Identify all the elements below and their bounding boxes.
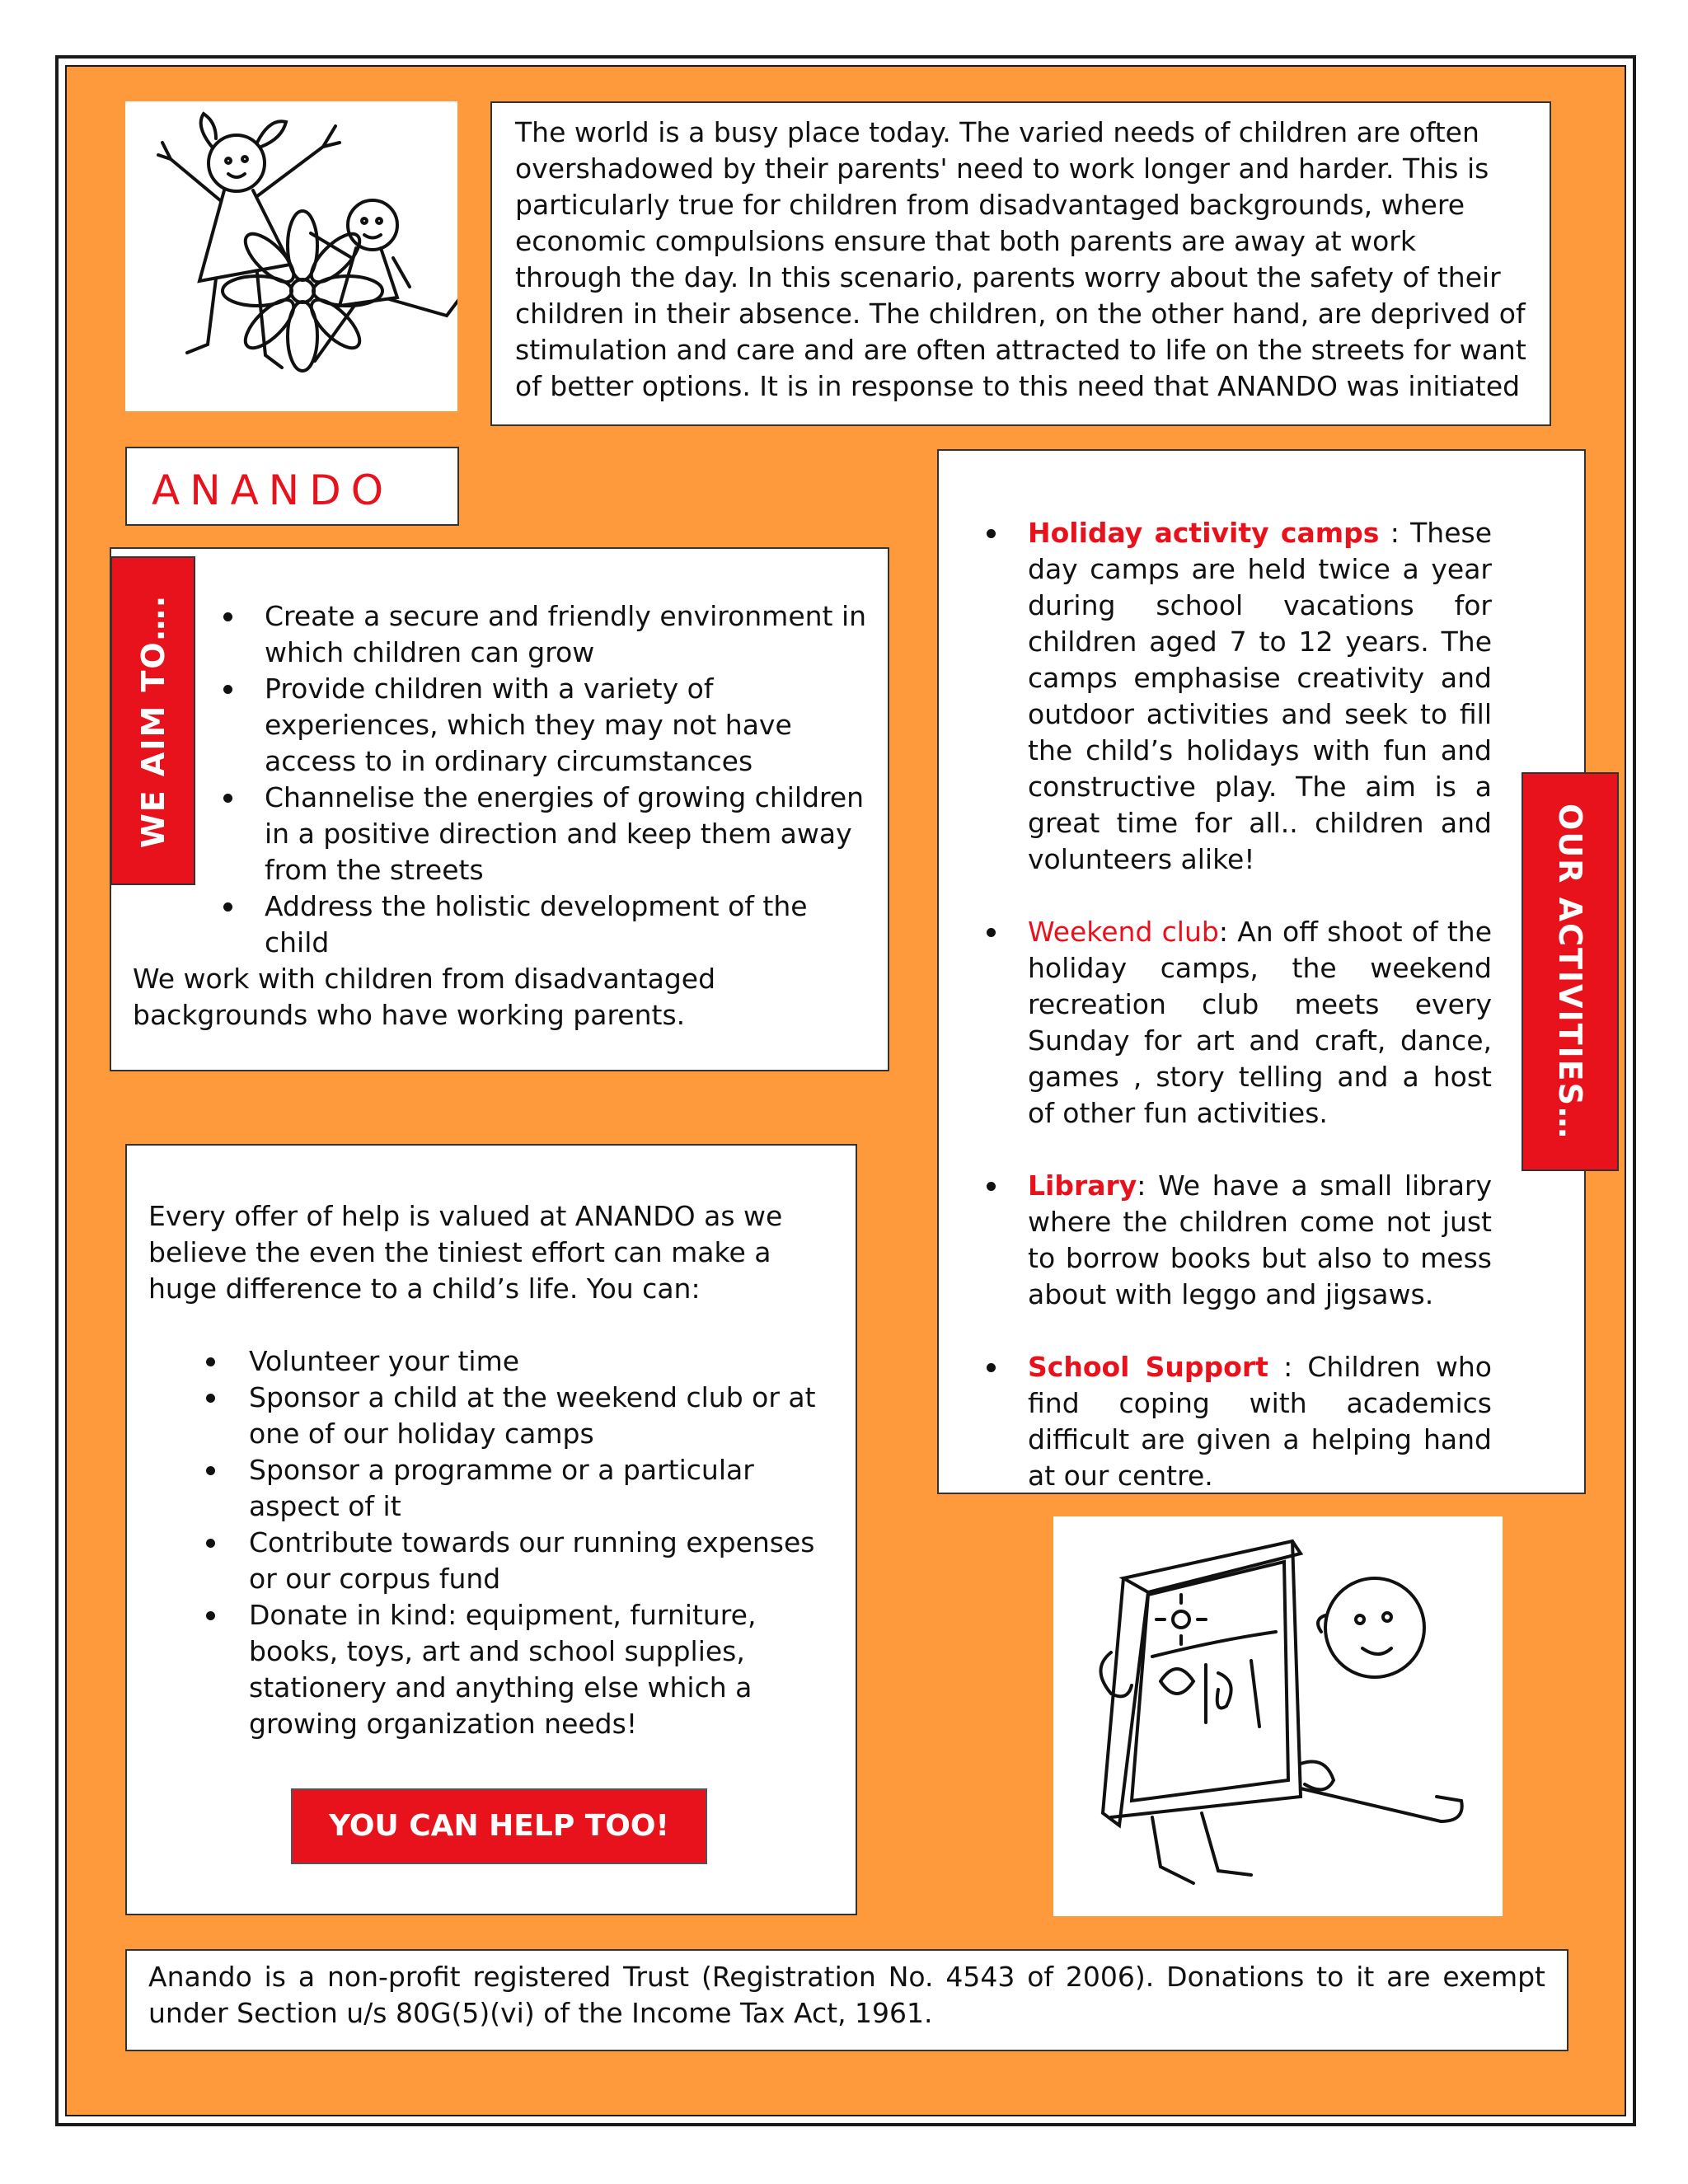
list-item: Contribute towards our running expenses or our corpus fund xyxy=(249,1525,834,1597)
you-can-help-button[interactable]: YOU CAN HELP TOO! xyxy=(291,1788,707,1864)
activity-weekend-club xyxy=(1028,914,1492,1132)
activities-list xyxy=(1028,515,1492,1494)
children-sketch-icon xyxy=(125,101,457,411)
aims-list xyxy=(265,598,871,961)
list-item: Sponsor a programme or a particular aspect of it xyxy=(249,1452,834,1525)
intro-paragraph: The world is a busy place today. The varied needs of children are often overshadowed by their parents' need to work longer and harder. This is particularly true for children from disadvantaged backgrounds, where economic compulsions ensure that both parents are away at work through the day. In this scenario, parents worry about the safety of their children in their absence. The children, on the other hand, are deprived of stimulation and care and are often attracted to life on the streets for want of better options. It is in response to this need that ANANDO was initiated xyxy=(490,101,1551,426)
activity-description: An off shoot of the holiday camps, the weekend recreation club meets every Sunday for art and craft, dance, games , story telling and a host of other fun activities. xyxy=(1028,916,1492,1129)
activity-name: Holiday activity camps xyxy=(1028,517,1380,549)
activity-separator: : xyxy=(1268,1351,1308,1383)
activity-name: Weekend club xyxy=(1028,916,1219,948)
activities-tab-label: OUR ACTIVITIES… xyxy=(1552,804,1588,1140)
page-title: ANANDO xyxy=(152,466,394,514)
list-item: Donate in kind: equipment, furniture, books, toys, art and school supplies, stationery and anything else which a growing organization needs! xyxy=(249,1597,834,1742)
activities-section xyxy=(937,449,1586,1494)
aims-section xyxy=(110,547,889,1071)
activity-separator: : xyxy=(1137,1169,1159,1202)
activity-description: These day camps are held twice a year during school vacations for children aged 7 to 12 years. The camps emphasise creativity and outdoor activities and seek to fill the child’s holidays with fun and constructive play. The aim is a great time for all.. children and volunteers alike! xyxy=(1028,517,1492,875)
activity-separator: : xyxy=(1379,517,1411,549)
child-with-sign-illustration xyxy=(1053,1516,1503,1916)
help-intro-text: Every offer of help is valued at ANANDO as we believe the even the tiniest effort can make a huge difference to a child’s life. You can: xyxy=(148,1200,783,1305)
help-list xyxy=(249,1343,834,1742)
list-item: Create a secure and friendly environment in which children can grow xyxy=(265,598,871,671)
title-box xyxy=(125,447,459,526)
activity-name: Library xyxy=(1028,1169,1137,1202)
aims-tab-label: WE AIM TO…. xyxy=(134,593,171,848)
activity-name: School Support xyxy=(1028,1351,1268,1383)
activity-description: Children who find coping with academics difficult are given a helping hand at our centre. xyxy=(1028,1351,1492,1492)
activity-description: We have a small library where the children come not just to borrow books but also to mess about with leggo and jigsaws. xyxy=(1028,1169,1493,1310)
trust-notice: Anando is a non-profit registered Trust (Registration No. 4543 of 2006). Donations to it are exempt under Section u/s 80G(5)(vi) of the Income Tax Act, 1961. xyxy=(125,1949,1568,2051)
children-dancing-illustration xyxy=(125,101,457,411)
activity-holiday-camps xyxy=(1028,515,1492,878)
aims-tab xyxy=(110,556,195,885)
list-item: Provide children with a variety of experiences, which they may not have access to in ordinary circumstances xyxy=(265,671,871,780)
aims-footer-text: We work with children from disadvantaged backgrounds who have working parents. xyxy=(133,963,716,1031)
list-item: Sponsor a child at the weekend club or at one of our holiday camps xyxy=(249,1380,834,1452)
activity-library xyxy=(1028,1168,1492,1313)
child-holding-board-icon xyxy=(1053,1516,1503,1916)
list-item: Channelise the energies of growing children in a positive direction and keep them away from the streets xyxy=(265,780,871,888)
list-item: Address the holistic development of the child xyxy=(265,888,871,961)
activity-school-support xyxy=(1028,1349,1492,1494)
activities-tab xyxy=(1522,772,1619,1171)
list-item: Volunteer your time xyxy=(249,1343,834,1380)
activity-separator: : xyxy=(1218,916,1238,948)
